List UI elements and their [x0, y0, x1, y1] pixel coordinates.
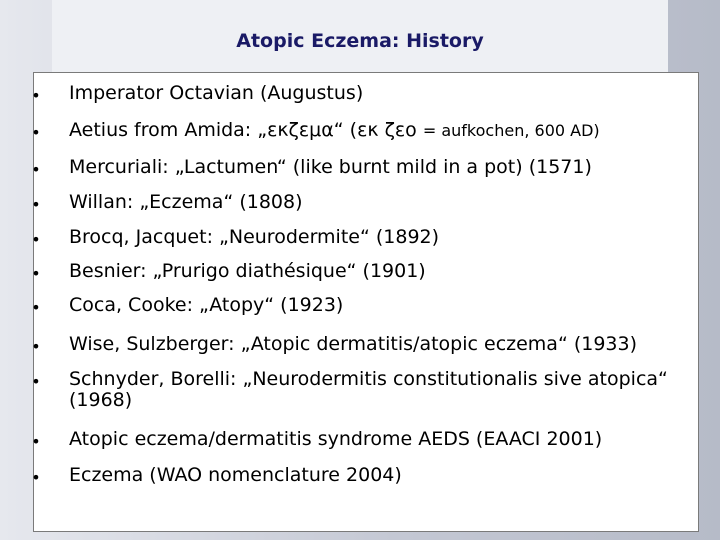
bullet-text: Eczema (WAO nomenclature 2004)	[69, 464, 402, 486]
bullet-text: Coca, Cooke: „Atopy“ (1923)	[69, 294, 344, 316]
bullet-text: Besnier: „Prurigo diathésique“ (1901)	[69, 260, 426, 282]
bullet-dot: •	[31, 195, 41, 214]
slide-title: Atopic Eczema: History	[236, 30, 484, 52]
bullet-text: Atopic eczema/dermatitis syndrome AEDS (EAACI 2001)	[69, 428, 603, 450]
bullet-text: Mercuriali: „Lactumen“ (like burnt mild in a pot) (1571)	[69, 156, 592, 178]
bullet-dot: •	[31, 432, 41, 451]
bullet-text: Wise, Sulzberger: „Atopic dermatitis/atopic eczema“ (1933)	[69, 333, 638, 355]
bullet-text: Schnyder, Borelli: „Neurodermitis constitutionalis sive atopica“ (1968)	[69, 368, 668, 411]
bullet-text: Brocq, Jacquet: „Neurodermite“ (1892)	[69, 226, 440, 248]
bullet-dot: •	[31, 160, 41, 179]
bullet-dot: •	[31, 264, 41, 283]
bullet-text	[69, 120, 709, 141]
bullet-text: Imperator Octavian (Augustus)	[69, 82, 364, 104]
bullet-dot: •	[31, 86, 41, 105]
bullet-text: Willan: „Eczema“ (1808)	[69, 191, 303, 213]
bullet-dot: •	[31, 468, 41, 487]
bullet-dot: •	[31, 372, 41, 391]
bullet-dot: •	[31, 337, 41, 356]
bullet-dot: •	[31, 230, 41, 249]
bullet-text-main: Aetius from Amida: „εκζεμα“ (εκ ζεο	[69, 119, 423, 141]
bullet-dot: •	[31, 298, 41, 317]
content-box	[33, 72, 699, 532]
bullet-text-small: = aufkochen, 600 AD)	[422, 121, 600, 140]
bullet-dot: •	[31, 123, 41, 142]
